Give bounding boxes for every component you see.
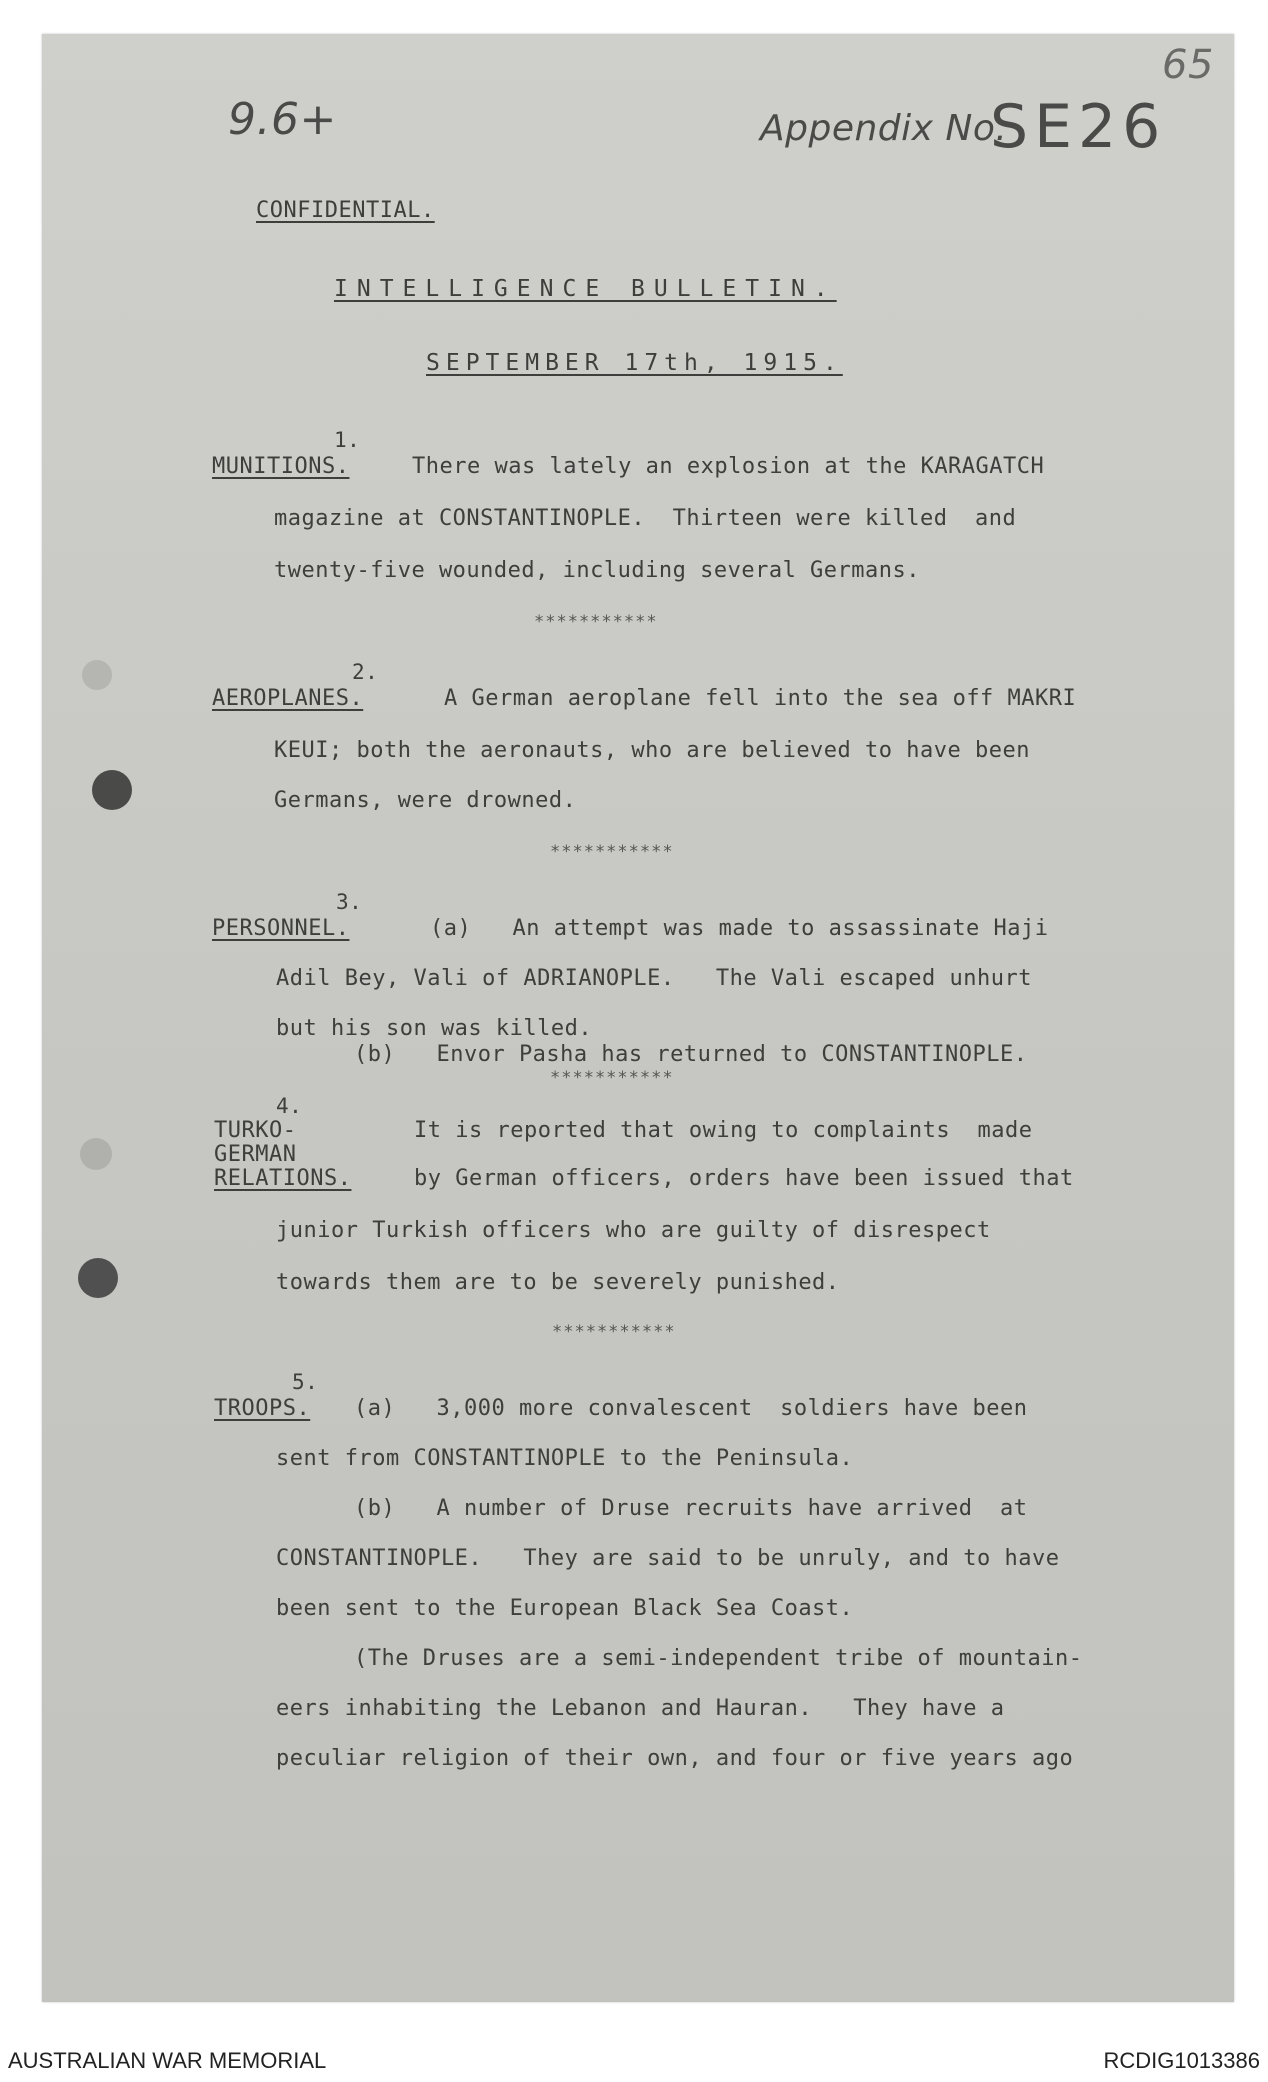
section-4-line-4: towards them are to be severely punished.: [276, 1270, 840, 1295]
section-3-line-1: (a) An attempt was made to assassinate Haji: [430, 916, 1049, 941]
section-5-line-4: CONSTANTINOPLE. They are said to be unruly, and to have: [276, 1546, 1060, 1571]
separator-2: ***********: [550, 842, 674, 862]
section-5-line-5: been sent to the European Black Sea Coast.: [276, 1596, 854, 1621]
section-2-number: 2.: [352, 660, 379, 684]
section-5-line-8: peculiar religion of their own, and four or five years ago: [276, 1746, 1074, 1771]
bulletin-date: SEPTEMBER 17th, 1915.: [426, 350, 843, 376]
appendix-label: Appendix No.: [760, 108, 1008, 149]
section-3-line-2: Adil Bey, Vali of ADRIANOPLE. The Vali escaped unhurt: [276, 966, 1032, 991]
separator-3: ***********: [550, 1068, 674, 1088]
section-5-heading: TROOPS.: [214, 1396, 311, 1421]
appendix-number: SE26: [990, 92, 1167, 162]
section-1-line-3: twenty-five wounded, including several Germans.: [274, 558, 921, 583]
section-5-line-7: eers inhabiting the Lebanon and Hauran. They have a: [276, 1696, 1005, 1721]
punch-hole-2: [92, 770, 132, 810]
section-1-line-1: There was lately an explosion at the KARAGATCH: [412, 454, 1045, 479]
section-2-line-1: A German aeroplane fell into the sea off MAKRI: [444, 686, 1077, 711]
section-3-number: 3.: [336, 890, 363, 914]
section-4-line-1: It is reported that owing to complaints made: [414, 1118, 1033, 1143]
section-1-heading: MUNITIONS.: [212, 454, 350, 479]
section-4-heading-2: GERMAN: [214, 1142, 297, 1167]
section-3-line-4: (b) Envor Pasha has returned to CONSTANTINOPLE.: [354, 1042, 1028, 1067]
footer-reference: RCDIG1013386: [1103, 2048, 1260, 2073]
section-2-line-3: Germans, were drowned.: [274, 788, 577, 813]
bulletin-title: INTELLIGENCE BULLETIN.: [334, 276, 837, 302]
handwritten-page-number: 65: [1162, 42, 1214, 88]
section-4-heading-3: RELATIONS.: [214, 1166, 352, 1191]
punch-hole-4: [78, 1258, 118, 1298]
section-5-line-1: (a) 3,000 more convalescent soldiers have been: [354, 1396, 1028, 1421]
classification: CONFIDENTIAL.: [256, 198, 435, 223]
section-4-heading-1: TURKO-: [214, 1118, 297, 1143]
section-1-number: 1.: [334, 428, 361, 452]
section-1-line-2: magazine at CONSTANTINOPLE. Thirteen were killed and: [274, 506, 1017, 531]
punch-hole-1: [82, 660, 112, 690]
handwritten-folio: 9.6+: [228, 94, 337, 145]
section-4-line-2: by German officers, orders have been issued that: [414, 1166, 1074, 1191]
punch-hole-3: [80, 1138, 112, 1170]
section-5-line-3: (b) A number of Druse recruits have arrived at: [354, 1496, 1028, 1521]
separator-1: ***********: [534, 612, 658, 632]
section-2-line-2: KEUI; both the aeronauts, who are believed to have been: [274, 738, 1030, 763]
section-3-line-3: but his son was killed.: [276, 1016, 593, 1041]
separator-4: ***********: [552, 1322, 676, 1342]
section-5-line-6: (The Druses are a semi-independent tribe of mountain-: [354, 1646, 1083, 1671]
section-5-number: 5.: [292, 1370, 319, 1394]
section-2-heading: AEROPLANES.: [212, 686, 364, 711]
section-3-heading: PERSONNEL.: [212, 916, 350, 941]
section-4-line-3: junior Turkish officers who are guilty of disrespect: [276, 1218, 991, 1243]
footer-institution: AUSTRALIAN WAR MEMORIAL: [8, 2048, 327, 2073]
section-4-number: 4.: [276, 1094, 303, 1118]
section-5-line-2: sent from CONSTANTINOPLE to the Peninsula.: [276, 1446, 854, 1471]
